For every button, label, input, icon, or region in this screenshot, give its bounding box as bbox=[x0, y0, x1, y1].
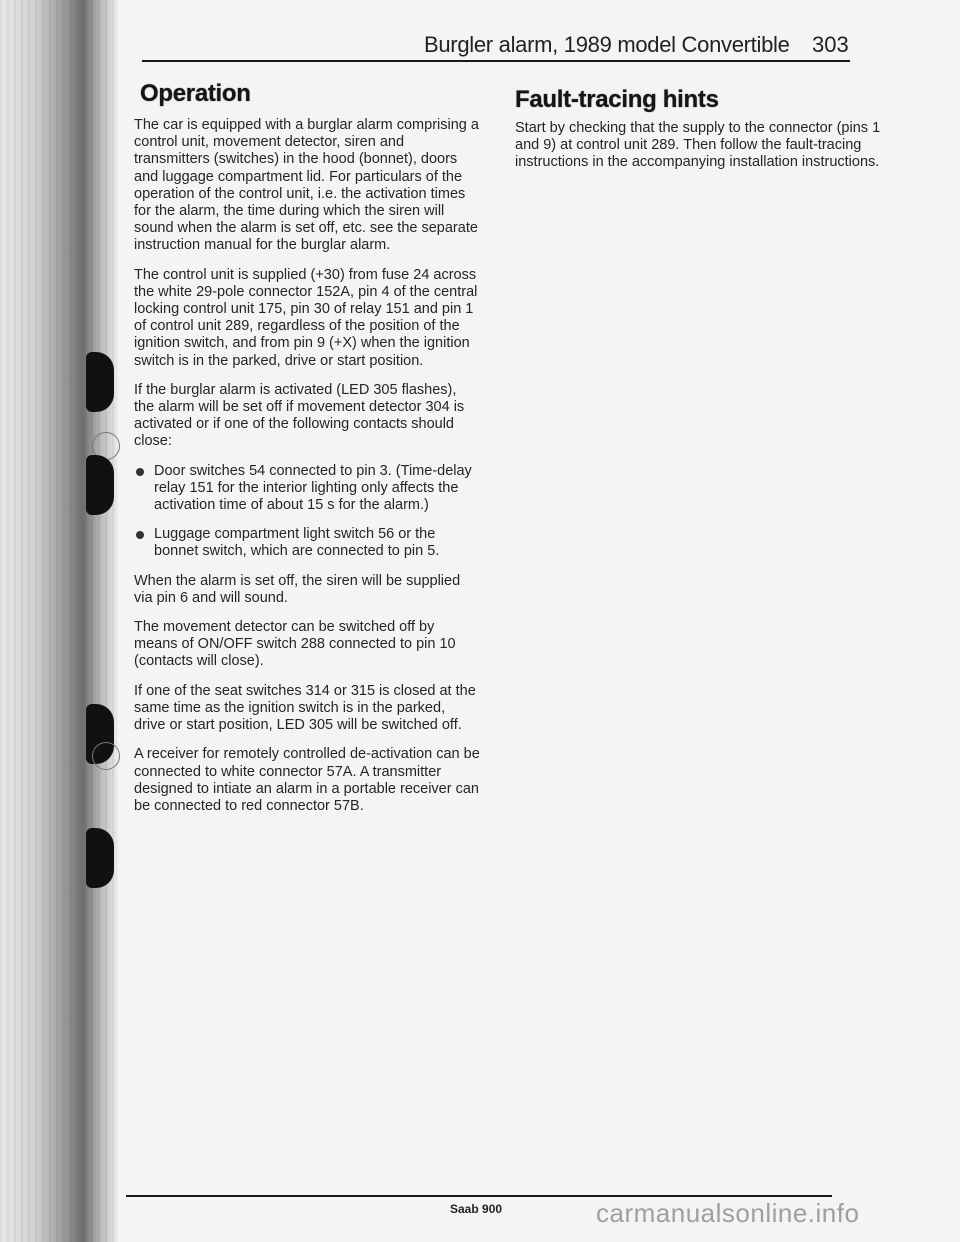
binding-edge bbox=[0, 0, 118, 1242]
fault-tracing-heading: Fault-tracing hints bbox=[515, 86, 719, 113]
bullet-item bbox=[134, 526, 480, 560]
fault-tracing-column bbox=[515, 120, 887, 184]
binding-tab bbox=[86, 828, 114, 888]
page-header-title: Burgler alarm, 1989 model Convertible bbox=[424, 32, 790, 57]
bullet-dot-icon bbox=[136, 468, 144, 476]
bullet-text: Door switches 54 connected to pin 3. (Time-delay relay 151 for the interior lighting only affects the activation time of about 15 s for the alarm.) bbox=[154, 462, 472, 514]
watermark: carmanualsonline.info bbox=[596, 1198, 860, 1228]
footer-text: Saab 900 bbox=[450, 1202, 503, 1216]
operation-paragraph: The control unit is supplied (+30) from fuse 24 across the white 29-pole connector 152A, pin 4 of the central locking control unit 175, pin 30 of relay 151 and pin 1 of control unit 289, regardless of the position of the ignition switch, and from pin 9 (+X) when the ignition switch is in the parked, drive or start position. bbox=[134, 266, 478, 369]
operation-paragraph: The car is equipped with a burglar alarm comprising a control unit, movement detector, siren and transmitters (switches) in the hood (bonnet), doors and luggage compartment lid. For particulars of the operation of the control unit, i.e. the activation times for the alarm, the time during which the siren will sound when the alarm is set off, etc. see the separate instruction manual for the burglar alarm. bbox=[134, 117, 479, 254]
header-rule bbox=[142, 60, 850, 62]
bullet-item bbox=[134, 463, 480, 515]
fault-tracing-paragraph: Start by checking that the supply to the connector (pins 1 and 9) at control unit 289. Then follow the fault-tracing instructions in the accompanying installation instructions. bbox=[515, 120, 881, 171]
operation-column bbox=[134, 117, 480, 827]
operation-paragraph: If one of the seat switches 314 or 315 is closed at the same time as the ignition switch is in the parked, drive or start position, LED 305 will be switched off. bbox=[134, 682, 476, 734]
operation-paragraph: When the alarm is set off, the siren will be supplied via pin 6 and will sound. bbox=[134, 572, 461, 606]
binding-tab bbox=[86, 455, 114, 515]
bullet-text: Luggage compartment light switch 56 or the bonnet switch, which are connected to pin 5. bbox=[154, 526, 440, 560]
operation-heading: Operation bbox=[140, 80, 251, 107]
footer-rule bbox=[126, 1195, 832, 1197]
operation-paragraph: The movement detector can be switched off by means of ON/OFF switch 288 connected to pin 10 (contacts will close). bbox=[134, 619, 456, 670]
punch-hole bbox=[92, 742, 120, 770]
binding-tab bbox=[86, 352, 114, 412]
bullet-dot-icon bbox=[136, 531, 144, 539]
operation-paragraph: A receiver for remotely controlled de-activation can be connected to white connector 57A. A transmitter designed to intiate an alarm in a portable receiver can be connected to red connector 57B. bbox=[134, 746, 480, 814]
page-number: 303 bbox=[812, 32, 849, 57]
operation-paragraph: If the burglar alarm is activated (LED 305 flashes), the alarm will be set off if movement detector 304 is activated or if one of the following contacts should close: bbox=[134, 381, 465, 450]
